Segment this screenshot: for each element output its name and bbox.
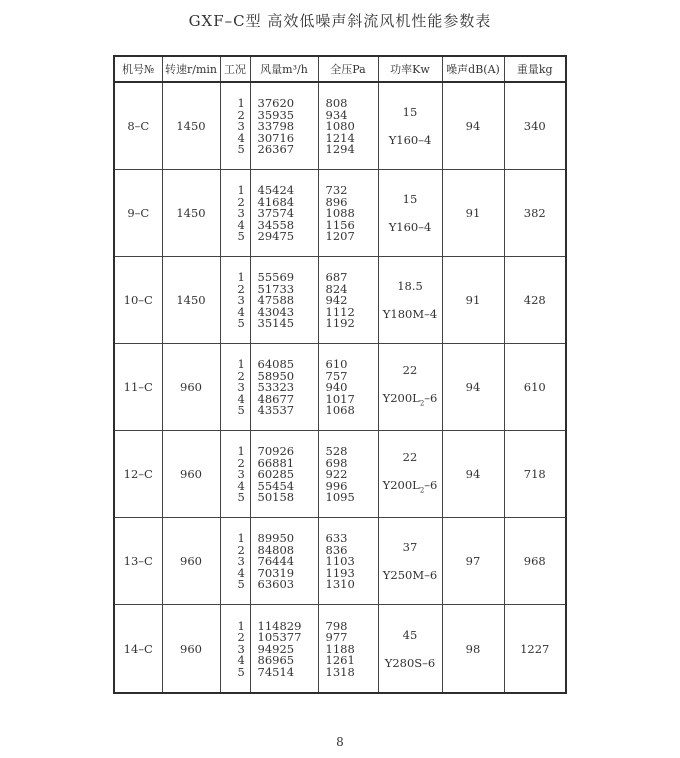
power-kw: 18.5 [397, 279, 423, 293]
airflow-cell-value: 26367 [257, 142, 295, 157]
noise-cell: 94 [442, 431, 504, 518]
model-cell: 8–C [114, 82, 162, 170]
airflow-cell-value: 114829 [257, 618, 302, 633]
case-cell-value: 2 [237, 368, 245, 383]
power-kw: 22 [402, 363, 418, 378]
motor-model [379, 476, 442, 499]
pressure-cell [318, 257, 378, 344]
pressure-cell-value: 1207 [325, 229, 355, 244]
airflow-cell-value: 50158 [257, 490, 295, 505]
case-cell-value: 4 [237, 130, 245, 145]
motor-model [379, 654, 442, 672]
case-cell-value: 1 [237, 444, 245, 459]
case-cell-value: 5 [237, 403, 245, 418]
motor-model-text: Y180M–4 [382, 307, 438, 321]
model-cell: 12–C [114, 431, 162, 518]
weight-cell: 428 [504, 257, 566, 344]
noise-cell: 91 [442, 170, 504, 257]
power-kw: 45 [402, 627, 418, 642]
power-cell [378, 431, 442, 518]
airflow-cell-value: 84808 [257, 542, 295, 557]
airflow-cell-value: 55569 [257, 270, 295, 285]
table-row [114, 170, 566, 257]
case-cell-value: 4 [237, 304, 245, 319]
pressure-cell-value: 757 [325, 368, 348, 383]
case-cell-value: 5 [237, 577, 245, 592]
noise-cell: 98 [442, 605, 504, 694]
motor-model [379, 389, 442, 412]
airflow-cell-value: 94925 [257, 641, 295, 656]
airflow-cell [250, 257, 318, 344]
airflow-cell-value: 35145 [257, 316, 295, 331]
case-cell-value: 4 [237, 478, 245, 493]
pressure-cell-value: 1261 [325, 653, 355, 668]
model-cell: 11–C [114, 344, 162, 431]
power-kw: 22 [402, 450, 418, 465]
motor-model-text: Y250M–6 [382, 568, 438, 582]
pressure-cell-value: 896 [325, 194, 348, 209]
speed-cell: 960 [162, 518, 220, 605]
motor-model [379, 218, 442, 236]
pressure-cell [318, 170, 378, 257]
airflow-cell-value: 45424 [257, 183, 295, 198]
pressure-cell-value: 1193 [325, 565, 355, 580]
header-pressure: 全压Pa [318, 56, 378, 82]
pressure-cell-value: 942 [325, 293, 348, 308]
header-speed: 转速r/min [162, 56, 220, 82]
airflow-cell-value: 37574 [257, 206, 295, 221]
pressure-cell-value: 1310 [325, 577, 355, 592]
pressure-cell-value: 1068 [325, 403, 355, 418]
header-row [114, 56, 566, 82]
case-cell-value: 1 [237, 618, 245, 633]
table-body [114, 82, 566, 693]
case-cell-value: 2 [237, 630, 245, 645]
pressure-cell-value: 1088 [325, 206, 355, 221]
model-cell: 13–C [114, 518, 162, 605]
header-noise: 噪声dB(A) [442, 56, 504, 82]
power-kw: 37 [402, 540, 418, 554]
case-cell-value: 3 [237, 641, 245, 656]
case-cell-value: 4 [237, 391, 245, 406]
motor-model-suffix: –6 [424, 391, 438, 406]
power-cell [378, 518, 442, 605]
pressure-cell-value: 687 [325, 270, 348, 285]
airflow-cell [250, 518, 318, 605]
pressure-cell [318, 518, 378, 605]
pressure-cell-value: 633 [325, 531, 348, 546]
pressure-cell-value: 698 [325, 455, 348, 470]
airflow-cell-value: 63603 [257, 577, 295, 592]
case-cell-value: 5 [237, 229, 245, 244]
weight-cell: 610 [504, 344, 566, 431]
pressure-cell [318, 82, 378, 170]
page-number: 8 [336, 735, 344, 749]
airflow-cell-value: 60285 [257, 467, 295, 482]
airflow-cell-value: 47588 [257, 293, 295, 308]
pressure-cell-value: 1318 [325, 664, 355, 679]
case-cell-value: 3 [237, 293, 245, 308]
power-cell [378, 257, 442, 344]
airflow-cell-value: 53323 [257, 380, 295, 395]
power-kw: 15 [402, 192, 418, 206]
pressure-cell [318, 431, 378, 518]
pressure-cell-value: 934 [325, 107, 348, 122]
airflow-cell-value: 34558 [257, 217, 295, 232]
case-cell-value: 2 [237, 455, 245, 470]
power-cell [378, 344, 442, 431]
case-cell-value: 1 [237, 96, 245, 111]
power-kw: 15 [402, 105, 418, 119]
case-cell-value: 1 [237, 183, 245, 198]
case-cell [220, 82, 250, 170]
pressure-cell-value: 1294 [325, 142, 355, 157]
airflow-cell [250, 82, 318, 170]
speed-cell: 960 [162, 344, 220, 431]
case-cell-value: 5 [237, 664, 245, 679]
case-cell-value: 5 [237, 490, 245, 505]
speed-cell: 960 [162, 431, 220, 518]
airflow-cell-value: 105377 [257, 630, 302, 645]
airflow-cell-value: 58950 [257, 368, 295, 383]
pressure-cell-value: 528 [325, 444, 348, 459]
pressure-cell-value: 610 [325, 357, 348, 372]
motor-model-text: Y160–4 [388, 133, 432, 147]
case-cell [220, 605, 250, 694]
case-cell-value: 2 [237, 194, 245, 209]
table-row [114, 257, 566, 344]
pressure-cell-value: 1080 [325, 119, 355, 134]
airflow-cell-value: 74514 [257, 664, 295, 679]
case-cell-value: 1 [237, 357, 245, 372]
pressure-cell-value: 996 [325, 478, 348, 493]
pressure-cell-value: 798 [325, 618, 348, 633]
speed-cell: 1450 [162, 82, 220, 170]
pressure-cell-value: 836 [325, 542, 348, 557]
pressure-cell-value: 1214 [325, 130, 355, 145]
weight-cell: 968 [504, 518, 566, 605]
airflow-cell-value: 30716 [257, 130, 295, 145]
noise-cell: 91 [442, 257, 504, 344]
motor-model [379, 131, 442, 149]
airflow-cell-value: 29475 [257, 229, 295, 244]
motor-model-suffix: –6 [424, 478, 438, 493]
model-cell: 10–C [114, 257, 162, 344]
table-row [114, 344, 566, 431]
case-cell-value: 3 [237, 554, 245, 569]
speed-cell: 1450 [162, 257, 220, 344]
pressure-cell-value: 1188 [325, 641, 355, 656]
table-row [114, 605, 566, 694]
airflow-cell-value: 43043 [257, 304, 295, 319]
airflow-cell-value: 55454 [257, 478, 295, 493]
motor-model [379, 566, 442, 584]
motor-model-subscript: 2 [419, 486, 425, 495]
weight-cell: 718 [504, 431, 566, 518]
pressure-cell [318, 605, 378, 694]
pressure-cell-value: 977 [325, 630, 348, 645]
pressure-cell [318, 344, 378, 431]
case-cell-value: 3 [237, 119, 245, 134]
motor-model-text: Y200L [382, 478, 420, 493]
motor-model-subscript: 2 [419, 399, 425, 408]
case-cell-value: 4 [237, 653, 245, 668]
airflow-cell-value: 35935 [257, 107, 295, 122]
airflow-cell-value: 41684 [257, 194, 295, 209]
weight-cell: 382 [504, 170, 566, 257]
header-airflow: 风量m³/h [250, 56, 318, 82]
pressure-cell-value: 1156 [325, 217, 355, 232]
pressure-cell-value: 1192 [325, 316, 355, 331]
pressure-cell-value: 940 [325, 380, 348, 395]
motor-model-text: Y160–4 [388, 220, 432, 234]
case-cell-value: 5 [237, 142, 245, 157]
pressure-cell-value: 1112 [325, 304, 355, 319]
power-cell [378, 82, 442, 170]
header-model: 机号№ [114, 56, 162, 82]
case-cell-value: 4 [237, 565, 245, 580]
airflow-cell [250, 344, 318, 431]
airflow-cell-value: 70926 [257, 444, 295, 459]
case-cell [220, 257, 250, 344]
speed-cell: 960 [162, 605, 220, 694]
case-cell-value: 3 [237, 206, 245, 221]
header-case: 工况 [220, 56, 250, 82]
header-weight: 重量kg [504, 56, 566, 82]
airflow-cell-value: 51733 [257, 281, 295, 296]
table-row [114, 431, 566, 518]
power-cell [378, 170, 442, 257]
weight-cell: 340 [504, 82, 566, 170]
header-power: 功率Kw [378, 56, 442, 82]
airflow-cell-value: 48677 [257, 391, 295, 406]
pressure-cell-value: 922 [325, 467, 348, 482]
model-cell: 9–C [114, 170, 162, 257]
table-row [114, 82, 566, 170]
motor-model [379, 305, 442, 323]
airflow-cell-value: 70319 [257, 565, 295, 580]
noise-cell: 94 [442, 82, 504, 170]
airflow-cell [250, 170, 318, 257]
pressure-cell-value: 1095 [325, 490, 355, 505]
airflow-cell-value: 86965 [257, 653, 295, 668]
pressure-cell-value: 1017 [325, 391, 355, 406]
case-cell [220, 344, 250, 431]
weight-cell: 1227 [504, 605, 566, 694]
noise-cell: 94 [442, 344, 504, 431]
airflow-cell-value: 37620 [257, 96, 295, 111]
model-cell: 14–C [114, 605, 162, 694]
case-cell-value: 2 [237, 542, 245, 557]
case-cell-value: 3 [237, 467, 245, 482]
pressure-cell-value: 1103 [325, 554, 355, 569]
airflow-cell-value: 66881 [257, 455, 295, 470]
case-cell-value: 1 [237, 531, 245, 546]
speed-cell: 1450 [162, 170, 220, 257]
pressure-cell-value: 732 [325, 183, 348, 198]
airflow-cell-value: 43537 [257, 403, 295, 418]
case-cell-value: 4 [237, 217, 245, 232]
airflow-cell [250, 431, 318, 518]
case-cell-value: 5 [237, 316, 245, 331]
table-row [114, 518, 566, 605]
airflow-cell-value: 76444 [257, 554, 295, 569]
power-cell [378, 605, 442, 694]
performance-table [113, 55, 567, 694]
case-cell [220, 170, 250, 257]
airflow-cell-value: 33798 [257, 119, 295, 134]
table-title: GXF–C型 高效低噪声斜流风机性能参数表 [188, 12, 492, 30]
airflow-cell-value: 64085 [257, 357, 295, 372]
case-cell-value: 3 [237, 380, 245, 395]
case-cell-value: 2 [237, 281, 245, 296]
motor-model-text: Y280S–6 [384, 655, 436, 670]
case-cell-value: 2 [237, 107, 245, 122]
noise-cell: 97 [442, 518, 504, 605]
case-cell-value: 1 [237, 270, 245, 285]
case-cell [220, 431, 250, 518]
airflow-cell-value: 89950 [257, 531, 295, 546]
pressure-cell-value: 808 [325, 96, 348, 111]
motor-model-text: Y200L [382, 391, 420, 406]
pressure-cell-value: 824 [325, 281, 348, 296]
case-cell [220, 518, 250, 605]
airflow-cell [250, 605, 318, 694]
